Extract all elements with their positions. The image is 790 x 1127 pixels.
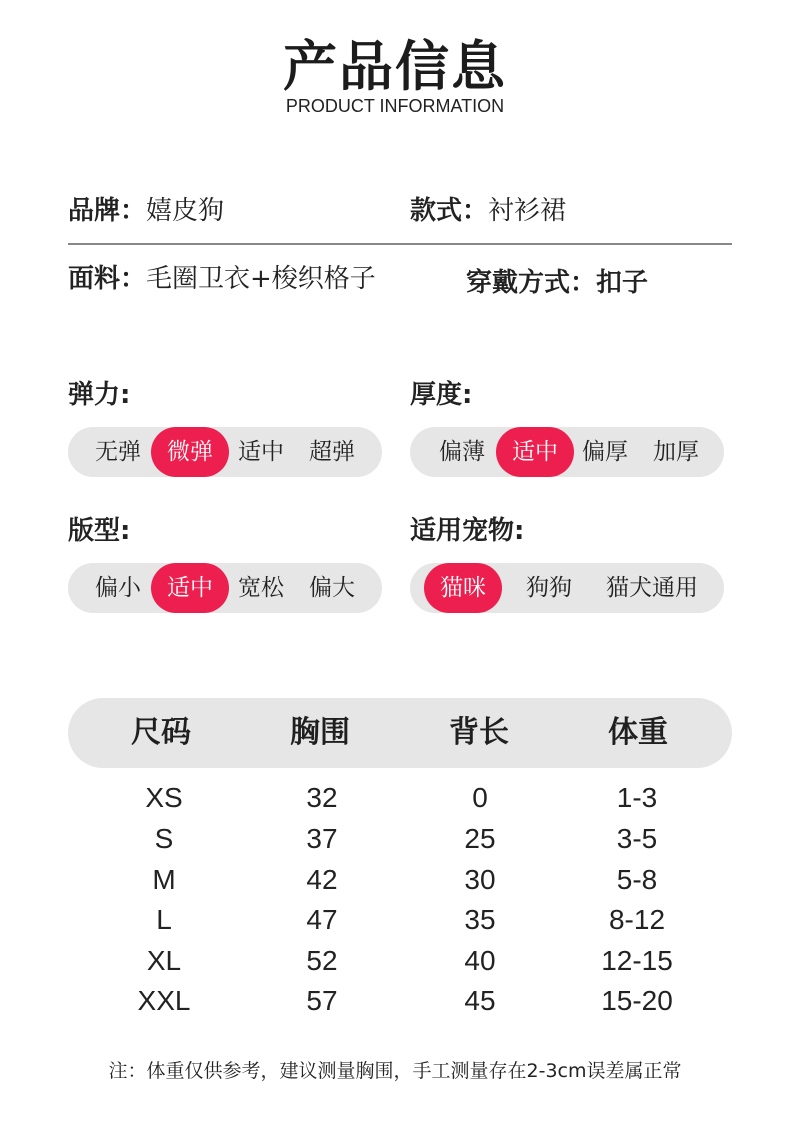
table-row <box>0 819 790 859</box>
table-row <box>0 900 790 940</box>
cell-chest: 37 <box>306 823 338 854</box>
fit-label: 版型: <box>68 516 131 546</box>
cell-weight: 8-12 <box>608 904 666 935</box>
thickness-option-medium-selected: 适中 <box>496 427 574 477</box>
cell-size: L <box>156 904 172 935</box>
fit-option-loose: 宽松 <box>238 575 284 601</box>
cell-back-length: 25 <box>464 823 496 854</box>
cell-weight: 5-8 <box>616 864 658 895</box>
table-row <box>0 981 790 1021</box>
fit-option-small: 偏小 <box>95 575 141 601</box>
page-subtitle: PRODUCT INFORMATION <box>285 96 505 116</box>
header-weight: 体重 <box>608 715 668 750</box>
fabric-value: 毛圈卫衣+梭织格子 <box>146 264 376 294</box>
fit-option-medium-selected: 适中 <box>151 563 229 613</box>
pet-label: 适用宠物: <box>410 516 525 546</box>
brand-value: 嬉皮狗 <box>146 196 225 226</box>
table-row <box>0 778 790 818</box>
style-row <box>410 190 566 227</box>
thickness-selector <box>410 427 724 477</box>
cell-back-length: 30 <box>464 864 496 895</box>
fit-selector <box>68 563 382 613</box>
info-divider <box>68 243 732 245</box>
thickness-label: 厚度: <box>410 380 473 410</box>
cell-chest: 57 <box>306 985 338 1016</box>
pet-option-both: 猫犬通用 <box>606 575 698 601</box>
pet-option-dog: 狗狗 <box>526 575 572 601</box>
elasticity-option-none: 无弹 <box>95 439 141 465</box>
measurement-note: 注：体重仅供参考，建议测量胸围，手工测量存在2-3cm误差属正常 <box>108 1060 682 1082</box>
cell-size: S <box>154 823 174 854</box>
pet-option-cat-selected: 猫咪 <box>424 563 502 613</box>
fit-option-large: 偏大 <box>309 575 355 601</box>
thickness-option-extra-thick: 加厚 <box>653 439 699 465</box>
elasticity-selector <box>68 427 382 477</box>
thickness-option-thick: 偏厚 <box>582 439 628 465</box>
cell-weight: 15-20 <box>601 985 673 1016</box>
style-value: 衬衫裙 <box>488 196 567 226</box>
elasticity-option-super: 超弹 <box>309 439 355 465</box>
elasticity-label: 弹力: <box>68 380 131 410</box>
elasticity-option-slight-selected: 微弹 <box>151 427 229 477</box>
size-table-header <box>68 698 732 768</box>
wear-value: 扣子 <box>596 268 649 298</box>
header-chest: 胸围 <box>290 715 350 750</box>
cell-size: XS <box>145 782 183 813</box>
cell-weight: 12-15 <box>601 945 673 976</box>
cell-chest: 32 <box>306 782 338 813</box>
thickness-option-thin: 偏薄 <box>439 439 485 465</box>
cell-weight: 3-5 <box>616 823 658 854</box>
wear-label: 穿戴方式： <box>466 268 597 298</box>
cell-back-length: 0 <box>472 782 488 813</box>
table-row <box>0 860 790 900</box>
cell-size: XL <box>146 945 182 976</box>
cell-back-length: 35 <box>464 904 496 935</box>
table-row <box>0 941 790 981</box>
pet-selector <box>410 563 724 613</box>
wear-row <box>466 262 648 299</box>
cell-size: XXL <box>137 985 191 1016</box>
cell-chest: 52 <box>306 945 338 976</box>
cell-back-length: 45 <box>464 985 496 1016</box>
brand-row <box>68 190 224 227</box>
elasticity-option-medium: 适中 <box>238 439 284 465</box>
cell-weight: 1-3 <box>616 782 658 813</box>
header-back-length: 背长 <box>449 715 509 750</box>
cell-chest: 47 <box>306 904 338 935</box>
page-title: 产品信息 <box>283 35 507 98</box>
cell-size: M <box>152 864 176 895</box>
cell-chest: 42 <box>306 864 338 895</box>
header-size: 尺码 <box>131 715 191 750</box>
cell-back-length: 40 <box>464 945 496 976</box>
fabric-label: 面料： <box>68 264 147 294</box>
style-label: 款式： <box>410 196 489 226</box>
fabric-row <box>68 258 376 295</box>
brand-label: 品牌： <box>68 196 147 226</box>
